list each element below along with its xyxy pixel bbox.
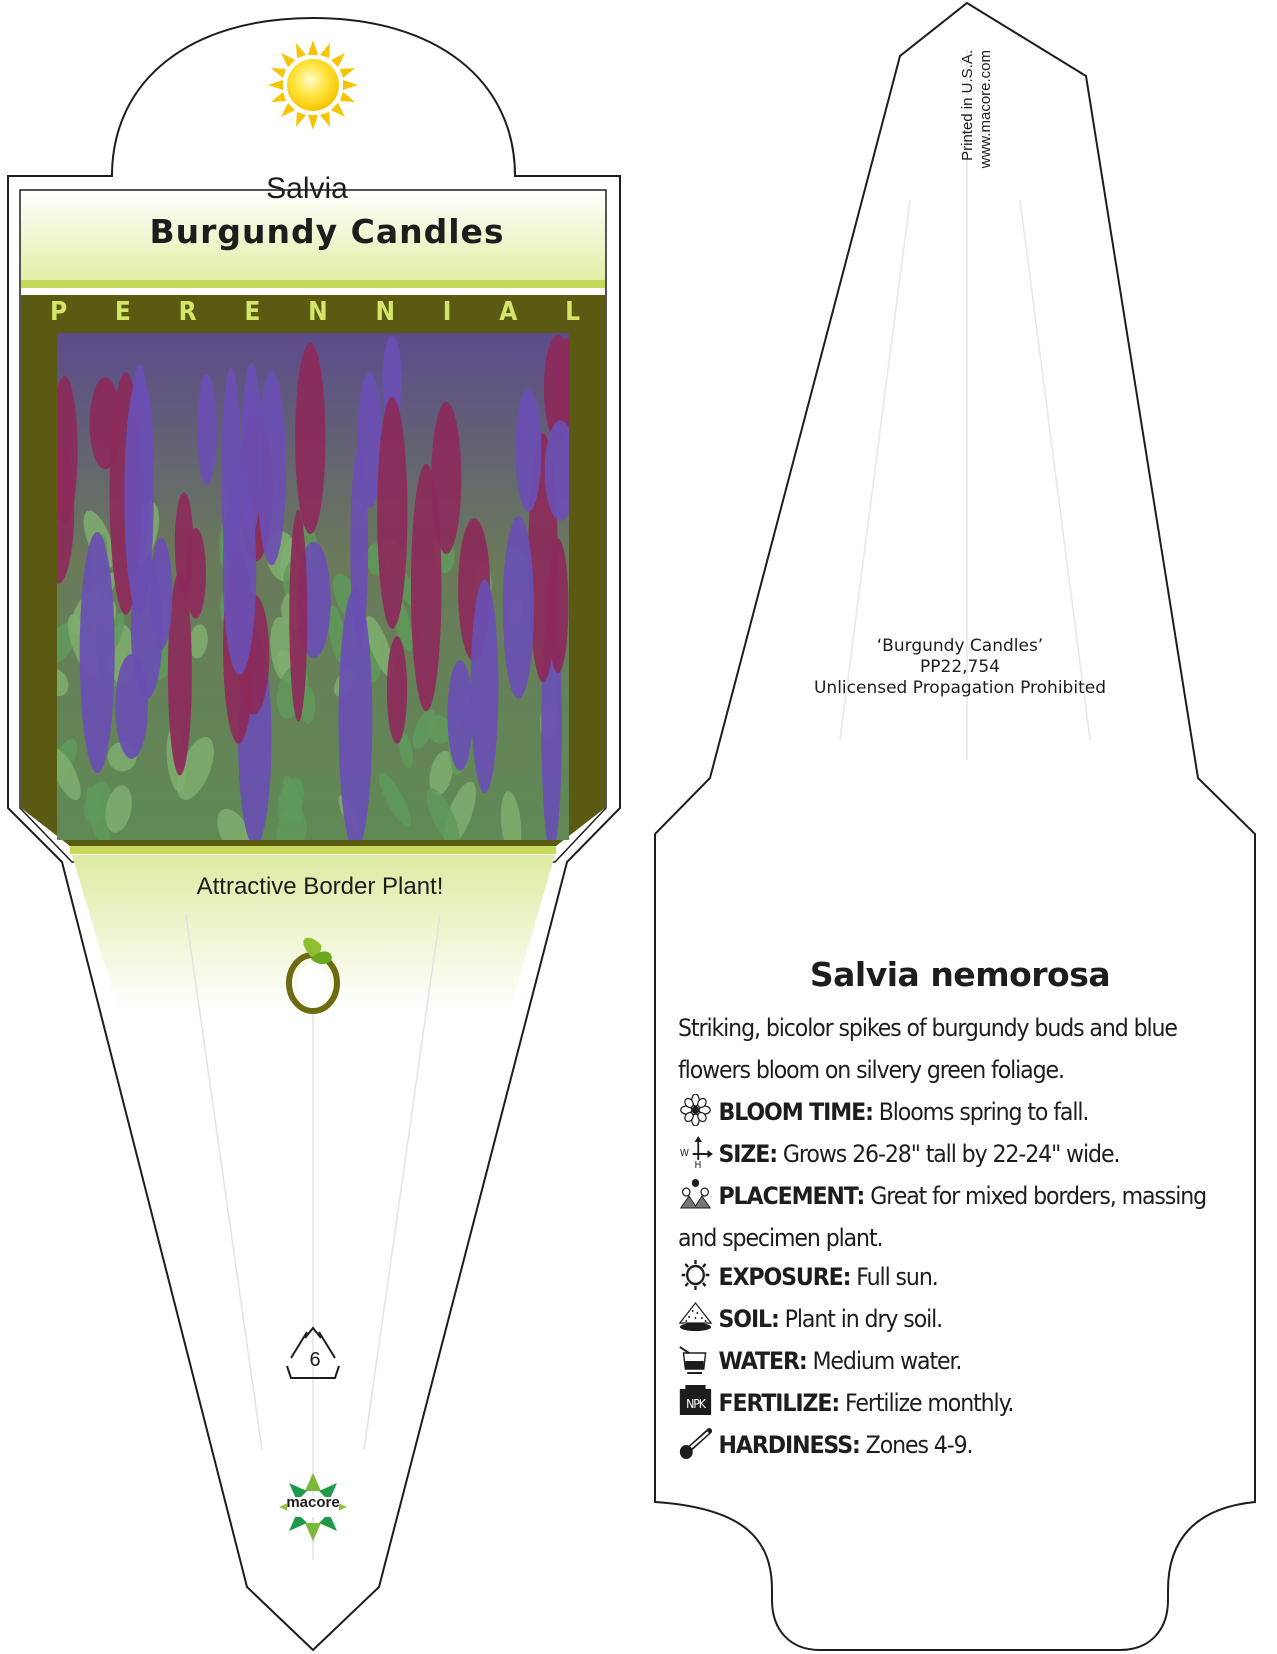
burgundy-spike bbox=[387, 636, 407, 743]
blue-spike bbox=[223, 466, 256, 674]
blue-spike bbox=[80, 532, 115, 773]
care-text: Blooms spring to fall. bbox=[872, 1098, 1089, 1126]
blue-spike bbox=[197, 374, 217, 485]
tagline: Attractive Border Plant! bbox=[196, 873, 444, 900]
variety-name: Burgundy Candles bbox=[149, 212, 505, 251]
placement-plants-icon bbox=[678, 1178, 713, 1210]
flower-icon bbox=[678, 1094, 713, 1126]
plant-photo bbox=[57, 333, 569, 840]
care-label: PLACEMENT: bbox=[718, 1182, 865, 1210]
category-letter: L bbox=[565, 297, 580, 327]
burgundy-spike bbox=[289, 510, 307, 722]
care-row-bloom-time bbox=[678, 1091, 1193, 1133]
blue-spike bbox=[339, 588, 373, 841]
category-letter: P bbox=[50, 297, 68, 327]
blue-spike bbox=[515, 388, 541, 512]
blue-spike bbox=[115, 654, 148, 759]
care-row-placement bbox=[678, 1175, 1230, 1259]
description: Striking, bicolor spikes of burgundy buds and blue flowers bloom on silvery green foliage. bbox=[678, 1014, 1177, 1084]
website-line: www.macore.com bbox=[977, 50, 994, 169]
category-letter: R bbox=[178, 297, 197, 327]
care-label: BLOOM TIME: bbox=[718, 1098, 873, 1126]
burgundy-spike bbox=[295, 343, 325, 534]
care-text: Fertilize monthly. bbox=[839, 1389, 1014, 1417]
thermometer-icon bbox=[678, 1427, 713, 1459]
category-letter: I bbox=[442, 297, 452, 327]
care-text: Medium water. bbox=[806, 1347, 962, 1375]
care-text: Grows 26-28" tall by 22-24" wide. bbox=[777, 1140, 1120, 1168]
category-letter: A bbox=[499, 297, 518, 327]
blue-spike bbox=[471, 580, 499, 794]
npk-text: NPK bbox=[686, 1396, 705, 1412]
care-label: FERTILIZE: bbox=[718, 1389, 840, 1417]
size-w-label: W bbox=[679, 1147, 688, 1160]
care-row-soil bbox=[678, 1298, 1193, 1340]
sun-outline-icon bbox=[678, 1259, 713, 1291]
size-arrows-icon bbox=[678, 1136, 713, 1168]
patent-variety: ‘Burgundy Candles’ bbox=[876, 636, 1044, 656]
category-letter: E bbox=[244, 297, 261, 327]
care-row-water bbox=[678, 1340, 1193, 1382]
care-row-hardiness bbox=[678, 1424, 1193, 1466]
care-label: HARDINESS: bbox=[718, 1431, 860, 1459]
botanical-name: Salvia nemorosa bbox=[809, 955, 1111, 994]
category-letter: N bbox=[375, 297, 396, 327]
watering-can-icon bbox=[678, 1343, 713, 1375]
care-row-size bbox=[678, 1133, 1193, 1175]
care-row-fertilize bbox=[678, 1382, 1193, 1424]
care-text: Plant in dry soil. bbox=[778, 1305, 943, 1333]
category-letter: E bbox=[114, 297, 131, 327]
blue-spike bbox=[124, 377, 153, 614]
recycle-number: 6 bbox=[309, 1349, 321, 1371]
care-row-exposure bbox=[678, 1256, 1193, 1298]
common-name: Salvia bbox=[266, 172, 348, 205]
patent-block bbox=[760, 636, 1160, 699]
brand-label: macore bbox=[286, 1494, 340, 1511]
printed-line: Printed in U.S.A. bbox=[959, 50, 976, 161]
care-label: WATER: bbox=[718, 1347, 807, 1375]
burgundy-spike bbox=[411, 464, 442, 711]
patent-notice: Unlicensed Propagation Prohibited bbox=[813, 678, 1106, 698]
care-label: EXPOSURE: bbox=[718, 1263, 851, 1291]
care-text: Zones 4-9. bbox=[859, 1431, 973, 1459]
sun-icon bbox=[268, 40, 358, 130]
header-lime-bar bbox=[21, 280, 605, 288]
printed-label bbox=[959, 50, 995, 222]
care-label: SOIL: bbox=[718, 1305, 779, 1333]
care-text: Great for mixed borders, massing and specimen plant. bbox=[678, 1182, 1207, 1252]
blue-spike bbox=[150, 538, 172, 650]
patent-number: PP22,754 bbox=[920, 657, 1000, 677]
category-letter: N bbox=[308, 297, 328, 327]
burgundy-spike bbox=[185, 528, 206, 619]
blue-spike bbox=[448, 660, 473, 771]
blue-spike bbox=[503, 516, 534, 699]
care-label: SIZE: bbox=[718, 1140, 778, 1168]
soil-icon bbox=[678, 1301, 713, 1333]
footer-lime-bar bbox=[70, 846, 556, 854]
size-h-label: H bbox=[694, 1159, 701, 1168]
npk-icon bbox=[678, 1385, 713, 1417]
blue-spike bbox=[257, 371, 286, 565]
category-label bbox=[50, 297, 580, 327]
care-text: Full sun. bbox=[850, 1263, 938, 1291]
burgundy-spike bbox=[377, 397, 407, 629]
